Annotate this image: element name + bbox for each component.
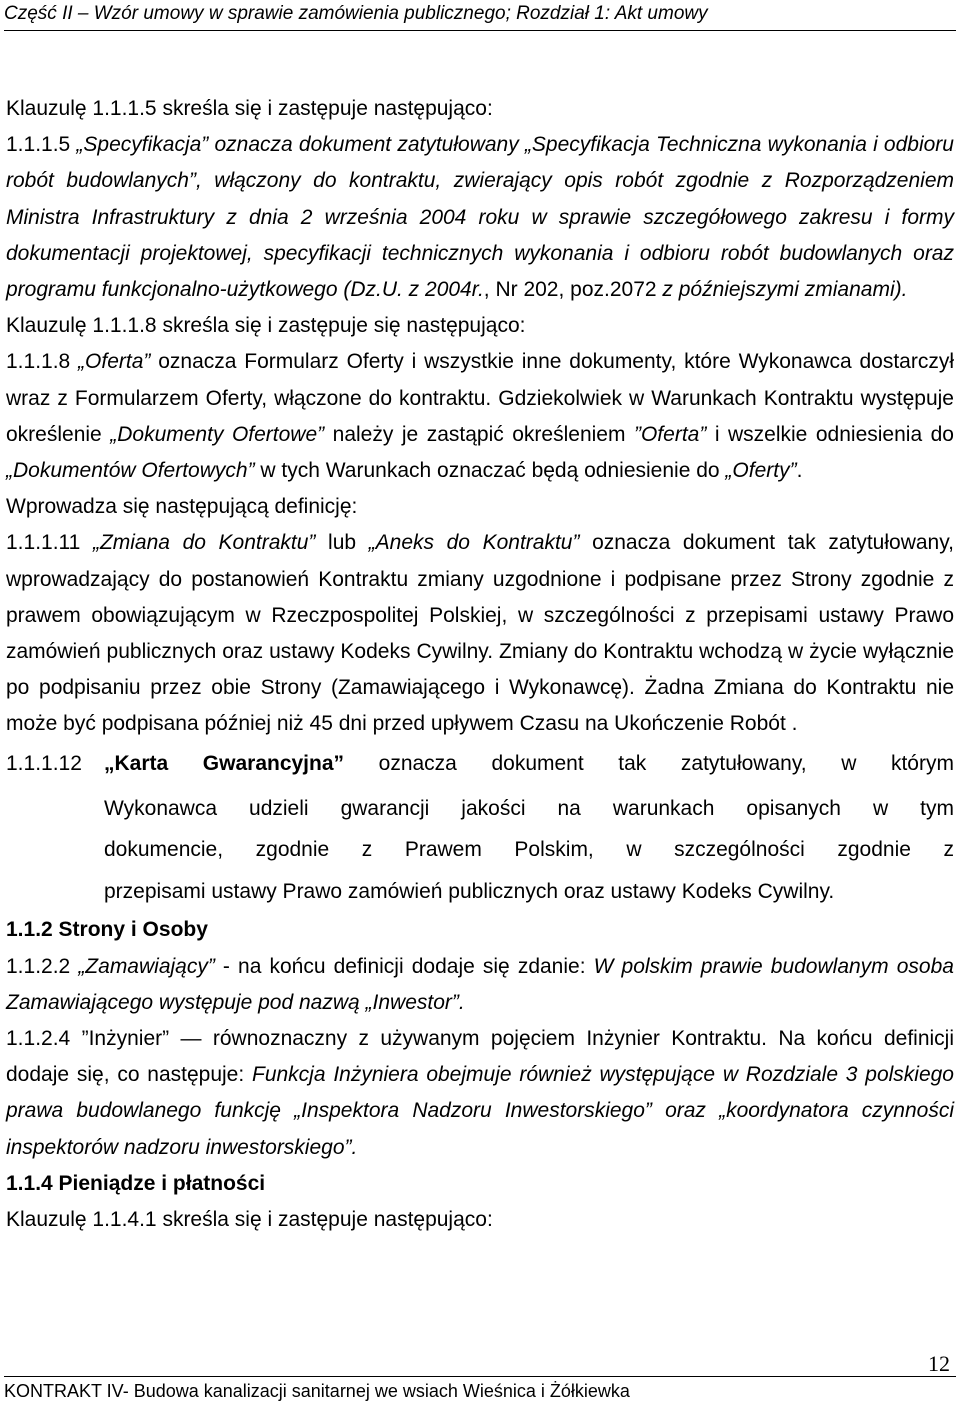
term-karta-gwarancyjna: „Karta Gwarancyjna”	[104, 751, 345, 775]
document-body	[6, 91, 954, 1238]
clause-number: 1.1.1.11	[6, 531, 93, 555]
term-specyfikacja: „Specyfikacja”	[76, 133, 209, 157]
definition-inzynier: 1.1.2.4 ”Inżynier” — równoznaczny z używanym pojęciem Inżynier Kontraktu. Na końcu definicji dodaje się, co następuje: Funkcja Inżyniera obejmuje również występujące w Rozdziale 3 polskiego prawa budowlanego funkcję „Inspektora Nadzoru Inwestorskiego” oraz „koordynatora czynności inspektorów nadzoru inwestorskiego”.	[6, 1026, 954, 1159]
term-inwestor: „Inwestor”	[365, 990, 459, 1014]
section-heading-pieniadze: 1.1.4 Pieniądze i płatności	[6, 1171, 266, 1195]
clause-intro-1118: Klauzulę 1.1.1.8 skreśla się i zastępuje się następująco:	[6, 314, 526, 338]
definition-oferta: 1.1.1.8 „Oferta” oznacza Formularz Oferty i wszystkie inne dokumenty, które Wykonawca dostarczył wraz z Formularzem Oferty, włączone do kontraktu. Gdziekolwiek w Warunkach Kontraktu występuje określenie „Dokumenty Ofertowe” należy je zastąpić określeniem ”Oferta” i wszelkie odniesienia do „Dokumentów Ofertowych” w tych Warunkach oznaczać będą odniesienie do „Oferty”.	[6, 350, 954, 483]
term-inzynier: ”Inżynier”	[81, 1026, 170, 1050]
term-dokumenty-ofertowe: „Dokumenty Ofertowe”	[110, 422, 325, 446]
term-specyfikacja-techniczna: „Specyfikacja Techniczna wykonania i odbioru robót budowlanych”	[6, 133, 954, 193]
term-koordynator: „koordynatora czynności inspektorów nadzoru inwestorskiego”	[6, 1099, 954, 1159]
clause-number: 1.1.1.12	[6, 751, 82, 775]
clause-intro-1141: Klauzulę 1.1.4.1 skreśla się i zastępuje następująco:	[6, 1207, 493, 1231]
section-heading-strony-i-osoby: 1.1.2 Strony i Osoby	[6, 918, 208, 942]
term-inspektor-nadzoru: „Inspektora Nadzoru Inwestorskiego”	[294, 1099, 652, 1123]
clause-number: 1.1.2.2	[6, 954, 79, 978]
clause-number: 1.1.1.5	[6, 133, 77, 157]
definition-zmiana-do-kontraktu: 1.1.1.11 „Zmiana do Kontraktu” lub „Aneks do Kontraktu” oznacza dokument tak zatytułowany, wprowadzający do postanowień Kontraktu zmiany uzgodnione i podpisane przez Strony zgodnie z prawem obowiązującym w Rzeczpospolitej Polskiej, w szczególności z przepisami ustawy Prawo zamówień publicznych oraz ustawy Kodeks Cywilny. Zmiany do Kontraktu wchodzą w życie wyłącznie po podpisaniu przez obie Strony (Zamawiającego i Wykonawcę). Żadna Zmiana do Kontraktu nie może być podpisana później niż 45 dni przed upływem Czasu na Ukończenie Robót .	[6, 531, 955, 736]
term-zmiana-do-kontraktu: „Zmiana do Kontraktu”	[92, 531, 316, 555]
definition-specyfikacja: 1.1.1.5 „Specyfikacja” oznacza dokument zatytułowany „Specyfikacja Techniczna wykonania i odbioru robót budowlanych”, włączony do kontraktu, zwierający opis robót zgodnie z Rozporządzeniem Ministra Infrastruktury z dnia 2 września 2004 roku w sprawie szczegółowego zakresu i formy dokumentacji projektowej, specyfikacji technicznych wykonania i odbioru robót budowlanych oraz programu funkcjonalno-użytkowego (Dz.U. z 2004r., Nr 202, poz.2072 z późniejszymi zmianami).	[6, 133, 955, 302]
clause-number: 1.1.1.8	[6, 350, 79, 374]
header-rule	[4, 30, 956, 31]
term-oferta: „Oferta”	[78, 350, 151, 374]
term-zamawiajacy: „Zamawiający”	[78, 954, 215, 978]
term-aneks-do-kontraktu: „Aneks do Kontraktu”	[368, 531, 580, 555]
footer-rule	[4, 1376, 956, 1377]
page-footer: KONTRAKT IV- Budowa kanalizacji sanitarnej we wsiach Wieśnica i Żółkiewka	[4, 1381, 630, 1401]
page-number: 12	[928, 1351, 950, 1376]
page-header: Część II – Wzór umowy w sprawie zamówienia publicznego; Rozdział 1: Akt umowy	[4, 3, 708, 24]
clause-intro-1115: Klauzulę 1.1.1.5 skreśla się i zastępuje następująco:	[6, 97, 493, 120]
definition-karta-gwarancyjna: 1.1.1.12 „Karta Gwarancyjna” oznacza dokument tak zatytułowany, w którym Wykonawca udzieli gwarancji jakości na warunkach opisanych w tym dokumencie, zgodnie z Prawem Polskim, w szczególności zgodnie z przepisami ustawy Prawo zamówień publicznych oraz ustawy Kodeks Cywilny.	[6, 746, 954, 913]
definition-zamawiajacy: 1.1.2.2 „Zamawiający” - na końcu definicji dodaje się zdanie: W polskim prawie budowlanym osoba Zamawiającego występuje pod nazwą „Inwestor”.	[6, 954, 954, 1014]
clause-number: 1.1.2.4	[6, 1026, 82, 1050]
new-definition-intro: Wprowadza się następującą definicję:	[6, 495, 358, 519]
